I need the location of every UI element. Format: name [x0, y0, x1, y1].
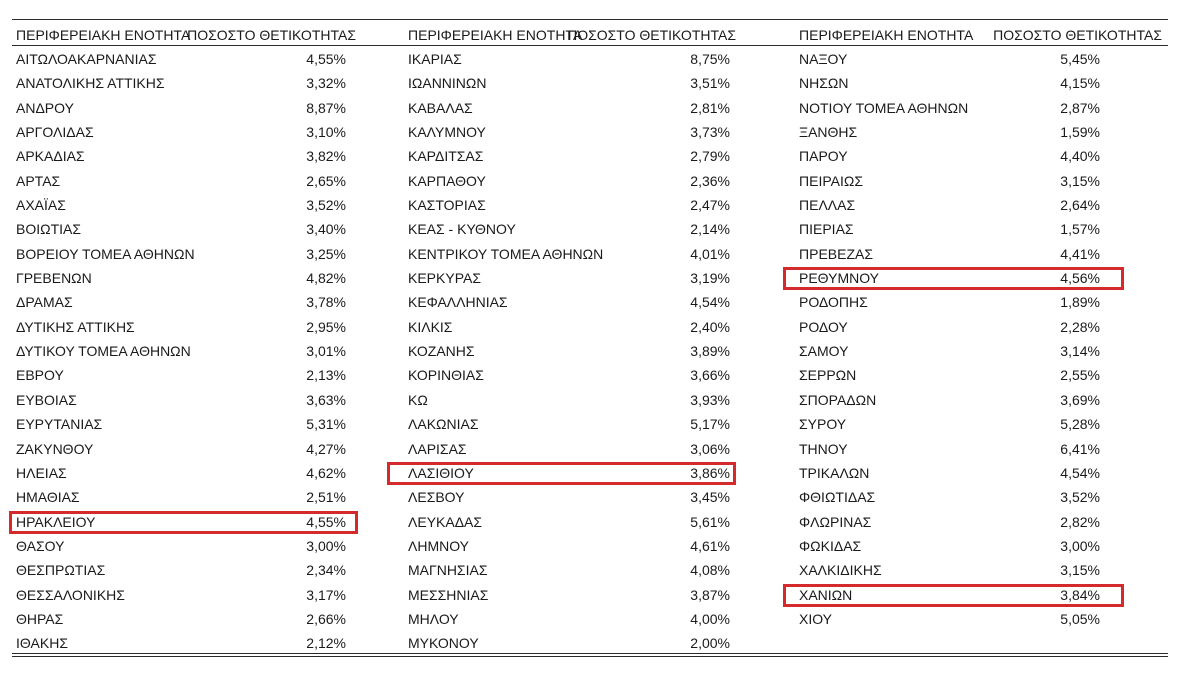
- region-name: ΘΑΣΟΥ: [16, 537, 65, 554]
- positivity-value: 5,28%: [1060, 416, 1100, 433]
- region-name: ΣΠΟΡΑΔΩΝ: [799, 391, 877, 408]
- region-name: ΚΩ: [408, 391, 428, 408]
- region-name: ΗΜΑΘΙΑΣ: [16, 489, 80, 506]
- positivity-value: 3,25%: [306, 245, 346, 262]
- positivity-value: 1,59%: [1060, 124, 1100, 141]
- column-rows: [404, 47, 738, 656]
- positivity-value: 4,15%: [1060, 75, 1100, 92]
- positivity-value: 3,51%: [690, 75, 730, 92]
- positivity-value: 3,45%: [690, 489, 730, 506]
- table-row: [404, 193, 738, 217]
- table-row: [795, 485, 1168, 509]
- region-name: ΚΕΦΑΛΛΗΝΙΑΣ: [408, 294, 508, 311]
- region-name: ΠΑΡΟΥ: [799, 148, 848, 165]
- region-name: ΘΕΣΣΑΛΟΝΙΚΗΣ: [16, 586, 125, 603]
- region-name: ΡΟΔΟΥ: [799, 318, 848, 335]
- positivity-value: 3,87%: [690, 586, 730, 603]
- positivity-value: 2,82%: [1060, 513, 1100, 530]
- table-row: [795, 315, 1168, 339]
- table-row: [12, 144, 358, 168]
- region-name: ΒΟΡΕΙΟΥ ΤΟΜΕΑ ΑΘΗΝΩΝ: [16, 245, 195, 262]
- column-header: [795, 24, 1168, 46]
- positivity-value: 4,62%: [306, 464, 346, 481]
- region-name: ΗΛΕΙΑΣ: [16, 464, 67, 481]
- positivity-value: 4,82%: [306, 270, 346, 287]
- positivity-value: 2,95%: [306, 318, 346, 335]
- table-row: [795, 242, 1168, 266]
- positivity-value: 4,54%: [690, 294, 730, 311]
- table-row: [795, 169, 1168, 193]
- positivity-value: 3,89%: [690, 343, 730, 360]
- region-name: ΑΝΑΤΟΛΙΚΗΣ ΑΤΤΙΚΗΣ: [16, 75, 165, 92]
- positivity-value: 4,55%: [306, 51, 346, 67]
- table-row: [404, 558, 738, 582]
- table-row: [404, 437, 738, 461]
- region-name: ΛΑΡΙΣΑΣ: [408, 440, 467, 457]
- table-row: [12, 363, 358, 387]
- positivity-value: 5,31%: [306, 416, 346, 433]
- positivity-value: 3,01%: [306, 343, 346, 360]
- region-name: ΑΡΤΑΣ: [16, 172, 61, 189]
- column-header: [404, 24, 738, 46]
- table-row: [12, 120, 358, 144]
- positivity-value: 3,84%: [1060, 586, 1100, 603]
- table-row: [12, 631, 358, 655]
- table-row: [12, 242, 358, 266]
- region-name: ΒΟΙΩΤΙΑΣ: [16, 221, 82, 238]
- positivity-value: 2,40%: [690, 318, 730, 335]
- positivity-value: 2,34%: [306, 562, 346, 579]
- table-row: [404, 583, 738, 607]
- positivity-value: 3,52%: [306, 197, 346, 214]
- table-row: [795, 193, 1168, 217]
- table-row: [404, 315, 738, 339]
- table-bottom-rule-double: [12, 656, 1168, 657]
- region-name: ΛΗΜΝΟΥ: [408, 537, 470, 554]
- table-row: [795, 534, 1168, 558]
- positivity-value: 3,40%: [306, 221, 346, 238]
- positivity-value: 3,00%: [306, 537, 346, 554]
- positivity-value: 4,00%: [690, 610, 730, 627]
- positivity-value: 2,13%: [306, 367, 346, 384]
- positivity-value: 3,52%: [1060, 489, 1100, 506]
- table-row: [795, 290, 1168, 314]
- region-name: ΚΑΣΤΟΡΙΑΣ: [408, 197, 486, 214]
- positivity-value: 3,78%: [306, 294, 346, 311]
- region-name: ΚΟΡΙΝΘΙΑΣ: [408, 367, 484, 384]
- table-row: [12, 534, 358, 558]
- region-name: ΗΡΑΚΛΕΙΟΥ: [16, 513, 96, 530]
- positivity-header: ΠΟΣΟΣΤΟ ΘΕΤΙΚΟΤΗΤΑΣ: [187, 27, 356, 43]
- table-row: [404, 266, 738, 290]
- table-row: [795, 607, 1168, 631]
- region-name: ΚΑΒΑΛΑΣ: [408, 99, 473, 116]
- table-row: [12, 266, 358, 290]
- positivity-value: 2,51%: [306, 489, 346, 506]
- region-name: ΚΕΝΤΡΙΚΟΥ ΤΟΜΕΑ ΑΘΗΝΩΝ: [408, 245, 604, 262]
- positivity-value: 2,00%: [690, 635, 730, 652]
- positivity-value: 4,08%: [690, 562, 730, 579]
- region-name: ΓΡΕΒΕΝΩΝ: [16, 270, 92, 287]
- region-name: ΦΩΚΙΔΑΣ: [799, 537, 862, 554]
- table-row: [404, 631, 738, 655]
- positivity-value: 3,15%: [1060, 172, 1100, 189]
- table-row: [12, 461, 358, 485]
- table-row: [12, 607, 358, 631]
- table-row: [12, 193, 358, 217]
- positivity-value: 5,05%: [1060, 610, 1100, 627]
- table-row: [404, 169, 738, 193]
- positivity-value: 5,17%: [690, 416, 730, 433]
- region-name: ΛΕΣΒΟΥ: [408, 489, 465, 506]
- table-row: [12, 388, 358, 412]
- positivity-value: 4,54%: [1060, 464, 1100, 481]
- table-row: [795, 461, 1168, 485]
- positivity-value: 3,00%: [1060, 537, 1100, 554]
- region-name: ΣΕΡΡΩΝ: [799, 367, 857, 384]
- region-name: ΝΗΣΩΝ: [799, 75, 849, 92]
- table-row: [795, 388, 1168, 412]
- region-name: ΛΕΥΚΑΔΑΣ: [408, 513, 483, 530]
- positivity-value: 3,19%: [690, 270, 730, 287]
- region-name: ΜΗΛΟΥ: [408, 610, 459, 627]
- region-name: ΛΑΚΩΝΙΑΣ: [408, 416, 479, 433]
- region-name: ΚΙΛΚΙΣ: [408, 318, 453, 335]
- region-name: ΘΗΡΑΣ: [16, 610, 64, 627]
- positivity-value: 3,14%: [1060, 343, 1100, 360]
- region-name: ΑΝΔΡΟΥ: [16, 99, 74, 116]
- table-row: [404, 534, 738, 558]
- positivity-value: 2,64%: [1060, 197, 1100, 214]
- positivity-value: 4,61%: [690, 537, 730, 554]
- region-header: ΠΕΡΙΦΕΡΕΙΑΚΗ ΕΝΟΤΗΤΑ: [16, 27, 191, 43]
- region-name: ΝΑΞΟΥ: [799, 51, 848, 67]
- region-name: ΧΑΝΙΩΝ: [799, 586, 853, 603]
- table-column-2: [404, 24, 738, 652]
- region-name: ΚΟΖΑΝΗΣ: [408, 343, 475, 360]
- region-header: ΠΕΡΙΦΕΡΕΙΑΚΗ ΕΝΟΤΗΤΑ: [799, 27, 974, 43]
- positivity-value: 5,45%: [1060, 51, 1100, 67]
- region-name: ΠΕΙΡΑΙΩΣ: [799, 172, 863, 189]
- table-row: [795, 144, 1168, 168]
- region-name: ΖΑΚΥΝΘΟΥ: [16, 440, 94, 457]
- table-row-highlighted: [795, 583, 1168, 607]
- positivity-value: 3,86%: [690, 464, 730, 481]
- table-row: [795, 510, 1168, 534]
- positivity-value: 4,56%: [1060, 270, 1100, 287]
- column-rows: [795, 47, 1168, 631]
- table-row: [12, 339, 358, 363]
- table-row-highlighted: [404, 461, 738, 485]
- positivity-value: 1,57%: [1060, 221, 1100, 238]
- positivity-header: ΠΟΣΟΣΤΟ ΘΕΤΙΚΟΤΗΤΑΣ: [567, 27, 736, 43]
- table-row: [795, 96, 1168, 120]
- region-name: ΕΒΡΟΥ: [16, 367, 64, 384]
- region-name: ΧΑΛΚΙΔΙΚΗΣ: [799, 562, 882, 579]
- table-row: [795, 558, 1168, 582]
- table-row: [795, 47, 1168, 71]
- positivity-value: 3,69%: [1060, 391, 1100, 408]
- region-name: ΝΟΤΙΟΥ ΤΟΜΕΑ ΑΘΗΝΩΝ: [799, 99, 969, 116]
- positivity-value: 4,01%: [690, 245, 730, 262]
- region-name: ΚΕΡΚΥΡΑΣ: [408, 270, 481, 287]
- region-name: ΤΗΝΟΥ: [799, 440, 848, 457]
- table-row: [795, 412, 1168, 436]
- table-row: [404, 47, 738, 71]
- positivity-value: 3,06%: [690, 440, 730, 457]
- positivity-value: 2,79%: [690, 148, 730, 165]
- region-name: ΚΕΑΣ - ΚΥΘΝΟΥ: [408, 221, 516, 238]
- positivity-value: 2,28%: [1060, 318, 1100, 335]
- positivity-value: 4,55%: [306, 513, 346, 530]
- region-name: ΚΑΡΔΙΤΣΑΣ: [408, 148, 484, 165]
- table-row: [404, 71, 738, 95]
- table-row: [404, 388, 738, 412]
- region-name: ΠΕΛΛΑΣ: [799, 197, 856, 214]
- positivity-value: 3,15%: [1060, 562, 1100, 579]
- table-row: [795, 217, 1168, 241]
- table-row: [12, 71, 358, 95]
- table-row: [404, 217, 738, 241]
- region-name: ΔΡΑΜΑΣ: [16, 294, 73, 311]
- positivity-value: 8,87%: [306, 99, 346, 116]
- region-name: ΑΡΚΑΔΙΑΣ: [16, 148, 85, 165]
- table-row: [12, 558, 358, 582]
- region-name: ΜΕΣΣΗΝΙΑΣ: [408, 586, 489, 603]
- region-name: ΑΧΑΪΑΣ: [16, 197, 66, 214]
- table-bottom-rule: [12, 653, 1168, 654]
- region-name: ΦΘΙΩΤΙΔΑΣ: [799, 489, 876, 506]
- positivity-value: 2,81%: [690, 99, 730, 116]
- positivity-value: 4,27%: [306, 440, 346, 457]
- region-name: ΞΑΝΘΗΣ: [799, 124, 858, 141]
- region-name: ΣΥΡΟΥ: [799, 416, 847, 433]
- region-name: ΑΙΤΩΛΟΑΚΑΡΝΑΝΙΑΣ: [16, 51, 157, 67]
- table-row: [12, 315, 358, 339]
- region-name: ΧΙΟΥ: [799, 610, 833, 627]
- table-row: [795, 363, 1168, 387]
- table-row: [12, 96, 358, 120]
- table-row-highlighted: [12, 510, 358, 534]
- positivity-value: 3,63%: [306, 391, 346, 408]
- positivity-value: 3,66%: [690, 367, 730, 384]
- positivity-value: 2,66%: [306, 610, 346, 627]
- table-row: [404, 144, 738, 168]
- positivity-value: 3,73%: [690, 124, 730, 141]
- region-name: ΡΕΘΥΜΝΟΥ: [799, 270, 880, 287]
- region-name: ΘΕΣΠΡΩΤΙΑΣ: [16, 562, 106, 579]
- region-name: ΛΑΣΙΘΙΟΥ: [408, 464, 474, 481]
- positivity-value: 2,36%: [690, 172, 730, 189]
- positivity-value: 3,10%: [306, 124, 346, 141]
- region-name: ΕΥΒΟΙΑΣ: [16, 391, 77, 408]
- region-name: ΣΑΜΟΥ: [799, 343, 849, 360]
- positivity-value: 1,89%: [1060, 294, 1100, 311]
- table-row: [404, 412, 738, 436]
- positivity-value: 2,55%: [1060, 367, 1100, 384]
- positivity-value: 5,61%: [690, 513, 730, 530]
- region-name: ΕΥΡΥΤΑΝΙΑΣ: [16, 416, 103, 433]
- positivity-value: 2,14%: [690, 221, 730, 238]
- region-name: ΔΥΤΙΚΟΥ ΤΟΜΕΑ ΑΘΗΝΩΝ: [16, 343, 191, 360]
- region-name: ΠΙΕΡΙΑΣ: [799, 221, 854, 238]
- positivity-value: 3,32%: [306, 75, 346, 92]
- table-row: [404, 363, 738, 387]
- positivity-value: 2,87%: [1060, 99, 1100, 116]
- positivity-value: 2,65%: [306, 172, 346, 189]
- table-row: [795, 339, 1168, 363]
- positivity-value: 3,82%: [306, 148, 346, 165]
- region-name: ΙΩΑΝΝΙΝΩΝ: [408, 75, 487, 92]
- table-row: [12, 583, 358, 607]
- table-row: [12, 217, 358, 241]
- region-name: ΙΘΑΚΗΣ: [16, 635, 68, 652]
- table-column-1: [12, 24, 358, 652]
- positivity-value: 8,75%: [690, 51, 730, 67]
- table-row: [12, 485, 358, 509]
- region-name: ΦΛΩΡΙΝΑΣ: [799, 513, 872, 530]
- positivity-value: 3,17%: [306, 586, 346, 603]
- positivity-value: 2,12%: [306, 635, 346, 652]
- positivity-value: 4,41%: [1060, 245, 1100, 262]
- table-row: [404, 607, 738, 631]
- table-row: [404, 290, 738, 314]
- region-name: ΜΥΚΟΝΟΥ: [408, 635, 479, 652]
- column-header: [12, 24, 358, 46]
- region-name: ΚΑΛΥΜΝΟΥ: [408, 124, 486, 141]
- table-column-3: [795, 24, 1168, 627]
- positivity-value: 6,41%: [1060, 440, 1100, 457]
- table-row: [404, 96, 738, 120]
- region-name: ΙΚΑΡΙΑΣ: [408, 51, 462, 67]
- table-row: [404, 339, 738, 363]
- table-row: [12, 290, 358, 314]
- table-row: [12, 169, 358, 193]
- region-name: ΜΑΓΝΗΣΙΑΣ: [408, 562, 488, 579]
- table-top-rule: [12, 19, 1168, 20]
- table-row: [795, 437, 1168, 461]
- table-row-highlighted: [795, 266, 1168, 290]
- positivity-value: 2,47%: [690, 197, 730, 214]
- region-header: ΠΕΡΙΦΕΡΕΙΑΚΗ ΕΝΟΤΗΤΑ: [408, 27, 583, 43]
- region-name: ΔΥΤΙΚΗΣ ΑΤΤΙΚΗΣ: [16, 318, 135, 335]
- region-name: ΡΟΔΟΠΗΣ: [799, 294, 868, 311]
- table-row: [404, 485, 738, 509]
- region-name: ΑΡΓΟΛΙΔΑΣ: [16, 124, 94, 141]
- table-row: [795, 120, 1168, 144]
- table-row: [12, 437, 358, 461]
- table-row: [795, 71, 1168, 95]
- positivity-value: 3,93%: [690, 391, 730, 408]
- table-row: [12, 412, 358, 436]
- table-row: [404, 120, 738, 144]
- table-row: [12, 47, 358, 71]
- positivity-header: ΠΟΣΟΣΤΟ ΘΕΤΙΚΟΤΗΤΑΣ: [993, 27, 1162, 43]
- column-rows: [12, 47, 358, 656]
- region-name: ΤΡΙΚΑΛΩΝ: [799, 464, 870, 481]
- region-name: ΚΑΡΠΑΘΟΥ: [408, 172, 486, 189]
- region-name: ΠΡΕΒΕΖΑΣ: [799, 245, 874, 262]
- positivity-value: 4,40%: [1060, 148, 1100, 165]
- table-row: [404, 242, 738, 266]
- table-row: [404, 510, 738, 534]
